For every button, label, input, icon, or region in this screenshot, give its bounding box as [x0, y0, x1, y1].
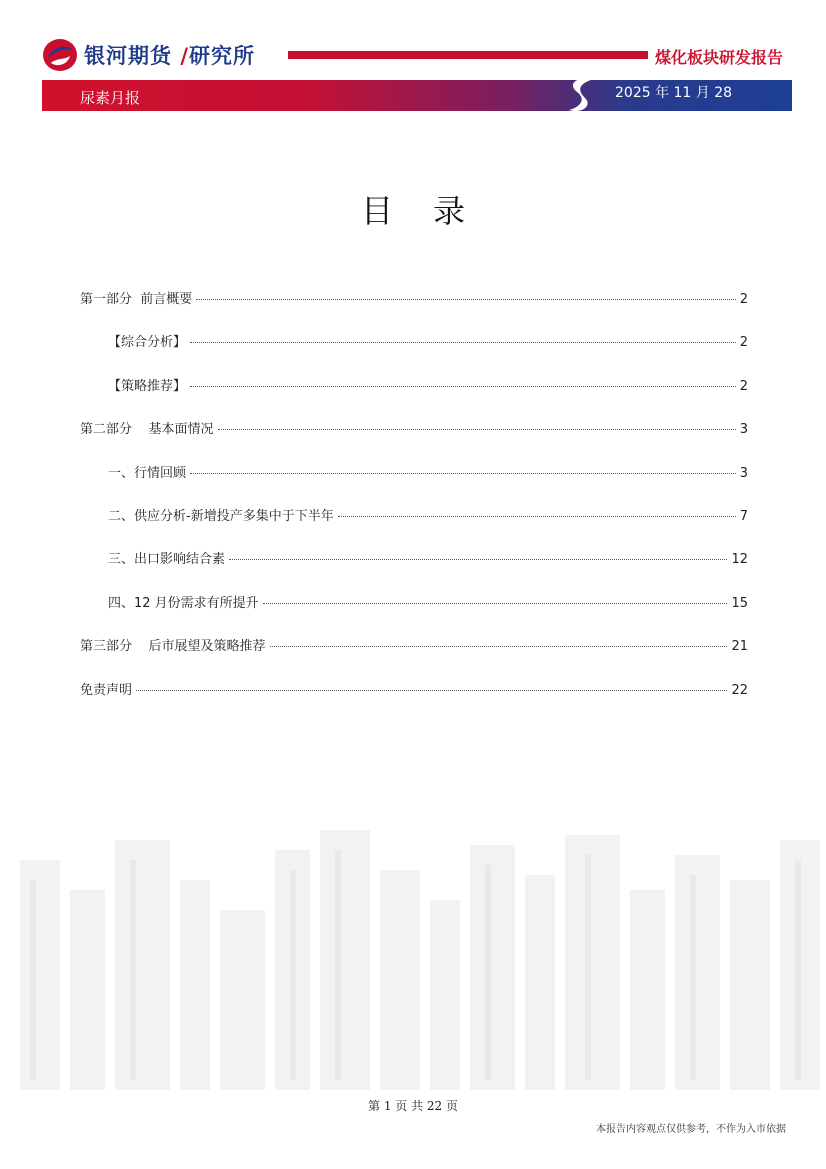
- toc-entry[interactable]: [80, 288, 748, 306]
- toc-entry-page: 22: [731, 683, 748, 698]
- toc-entry-page: 2: [739, 335, 748, 350]
- brand-logo-text: [84, 40, 255, 70]
- header-red-line: [288, 51, 648, 59]
- toc-entry-label: 二、供应分析-新增投产多集中于下半年: [108, 509, 334, 524]
- toc-entry-label: 第三部分 后市展望及策略推荐: [80, 639, 266, 654]
- toc-entry-page: 3: [739, 466, 748, 481]
- s-swoosh-icon: [563, 74, 599, 118]
- toc-title: 目录: [360, 192, 505, 230]
- toc-entry-label: 免责声明: [80, 683, 133, 698]
- toc-entry[interactable]: [108, 462, 748, 480]
- toc-leader-dots: [196, 299, 735, 300]
- toc-leader-dots: [190, 342, 736, 343]
- toc-entry[interactable]: [108, 331, 748, 349]
- toc-leader-dots: [190, 386, 736, 387]
- toc-leader-dots: [270, 646, 728, 647]
- toc-entry-page: 3: [739, 422, 748, 437]
- logo-name: 银河期货: [84, 44, 172, 68]
- galaxy-logo-icon: [42, 38, 78, 72]
- toc-entry-page: 2: [739, 292, 748, 307]
- skyline-watermark: [0, 820, 826, 1090]
- report-type: 煤化板块研发报告: [655, 48, 784, 67]
- toc-leader-dots: [338, 516, 736, 517]
- toc-entry-label: 四、12 月份需求有所提升: [108, 596, 259, 611]
- toc-entry[interactable]: [108, 548, 748, 566]
- toc-entry[interactable]: [80, 418, 748, 436]
- report-title: 尿素月报: [80, 89, 141, 107]
- logo-slash: /: [180, 44, 189, 68]
- footer-disclaimer: 本报告内容观点仅供参考，不作为入市依据: [596, 1124, 786, 1135]
- toc-entry-page: 12: [731, 552, 748, 567]
- toc-entry[interactable]: [80, 679, 748, 697]
- toc-entry-page: 15: [731, 596, 748, 611]
- toc-entry[interactable]: [108, 592, 748, 610]
- toc-entry[interactable]: [80, 635, 748, 653]
- toc-leader-dots: [263, 603, 728, 604]
- toc-entry-label: 一、行情回顾: [108, 466, 187, 481]
- logo-subtitle: 研究所: [188, 44, 255, 68]
- toc-leader-dots: [218, 429, 736, 430]
- toc-leader-dots: [229, 559, 727, 560]
- toc-entry-label: 第二部分 基本面情况: [80, 422, 214, 437]
- toc-entry[interactable]: [108, 375, 748, 393]
- toc-entry-label: 【综合分析】: [108, 335, 187, 350]
- toc-leader-dots: [190, 473, 736, 474]
- toc-entry-label: 三、出口影响结合素: [108, 552, 226, 567]
- toc-entry-page: 21: [731, 639, 748, 654]
- report-date: 2025 年 11 月 28: [615, 85, 733, 101]
- toc-entry-page: 7: [739, 509, 748, 524]
- page-number: 第 1 页 共 22 页: [368, 1099, 458, 1113]
- toc-entry[interactable]: [108, 505, 748, 523]
- toc-entry-label: 【策略推荐】: [108, 379, 187, 394]
- toc-leader-dots: [136, 690, 727, 691]
- toc-entry-label: 第一部分 前言概要: [80, 292, 193, 307]
- toc-entry-page: 2: [739, 379, 748, 394]
